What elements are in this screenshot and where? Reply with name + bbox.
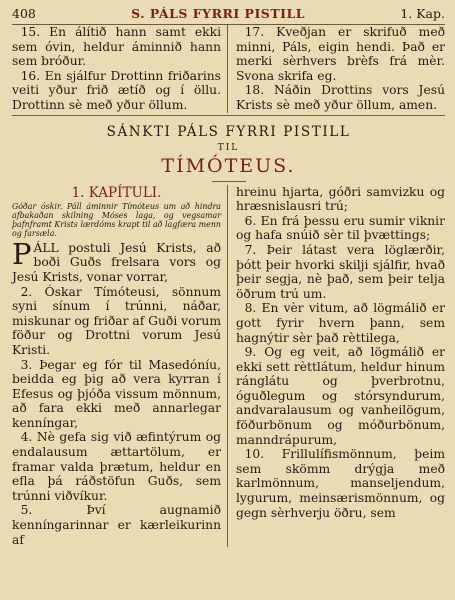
verse: 17. Kveðjan er skrifuð með minni, Páls, eigin hendi. Það er merki sèrhvers brèfs frá mèr. Svona skrifa eg. xyxy=(236,25,445,83)
verse: 5. Því augnamið kenníngarinnar er kærleikurinn af xyxy=(12,503,221,547)
book-title: SÁNKTI PÁLS FYRRI PISTILL xyxy=(106,123,351,140)
first-verse xyxy=(12,236,221,285)
verse: 8. En vèr vitum, að lögmálið er gott fyrir hvern þann, sem hagnýtir sèr það rèttilega, xyxy=(236,301,445,345)
main-title: TÍMÓTEUS. xyxy=(161,154,296,177)
til-text: TIL xyxy=(217,142,240,153)
running-title: S. PÁLS FYRRI PISTILL xyxy=(131,6,306,21)
verse: 16. En sjálfur Drottinn friðarins veiti yður frið ætíð og í öllu. Drottinn sè með yður öllum. xyxy=(12,68,221,112)
top-columns xyxy=(12,25,445,113)
chapter-ref: 1. Kap. xyxy=(400,6,445,21)
running-header xyxy=(12,6,445,22)
verse: 3. Þegar eg fór til Masedóníu, beidda eg þig að vera kyrran í Efesus og þjóða vissum mönnum, að fara ekki með annarlegar kenníngar, xyxy=(12,357,221,430)
verse: 9. Og eg veit, að lögmálið er ekki sett rèttlátum, heldur hinum ránglátu og þverbrotnu, óguðlegum og stórsyndurum, andvaralausum og vanheilögum, föðurbönum og móðurbönum, manndrápurum, xyxy=(236,345,445,447)
verse: 6. En frá þessu eru sumir viknir og hafa snúið sèr til þvættings; xyxy=(236,213,445,243)
first-verse-text: ÁLL postuli Jesú Krists, að boði Guðs frelsara vors og Jesú Krists, vonar vorrar, xyxy=(12,240,221,284)
verse: 10. Frillulífismönnum, þeim sem skömm drýgja með karlmönnum, manseljendum, lygurum, meinsærismönnum, og gegn sèrhverju öðru, sem xyxy=(236,447,445,520)
verse: 2. Óskar Tímóteusi, sönnum syni sínum í trúnni, náðar, miskunar og friðar af Guði vorum föður og Drottni vorum Jesú Kristi. xyxy=(12,284,221,357)
verse: 18. Náðin Drottins vors Jesú Krists sè með yður öllum, amen. xyxy=(236,83,445,112)
page-number: 408 xyxy=(12,6,36,21)
top-left-column xyxy=(12,25,227,113)
drop-cap: P xyxy=(12,236,32,271)
top-right-column xyxy=(227,25,445,113)
verse: hreinu hjarta, góðri samvizku og hræsnislausri trú; xyxy=(236,184,445,214)
chapter-summary: Góðar óskir. Páll áminnir Tímóteus um að hindra afbakaðan skilning Móses laga, og vegsamar þafnframt Krists lærdóms krapt til að lagfæra menn og farsæla. xyxy=(12,201,221,239)
verse: 15. En álítið hann samt ekki sem óvin, heldur áminnið hann sem bróður. xyxy=(12,25,221,69)
verse: 4. Nè gefa sig við æfintýrum og endalausum ættartölum, er framar valda þrætum, heldur en efla þá ráðstöfun Guðs, sem trúnni viðvíkur. xyxy=(12,430,221,503)
title-block xyxy=(12,124,445,182)
chapter-right-column xyxy=(227,185,445,548)
verse: 7. Þeir látast vera löglærðir, þótt þeir hvorki skilji sjálfir, hvað þeir segja, nè það, sem þeir telja öðrum trú um. xyxy=(236,242,445,301)
chapter-columns xyxy=(12,185,445,548)
chapter-left-column xyxy=(12,185,227,548)
title-rule xyxy=(212,181,246,182)
section-rule xyxy=(12,115,445,116)
chapter-heading: 1. KAPÍTULI. xyxy=(71,184,162,201)
